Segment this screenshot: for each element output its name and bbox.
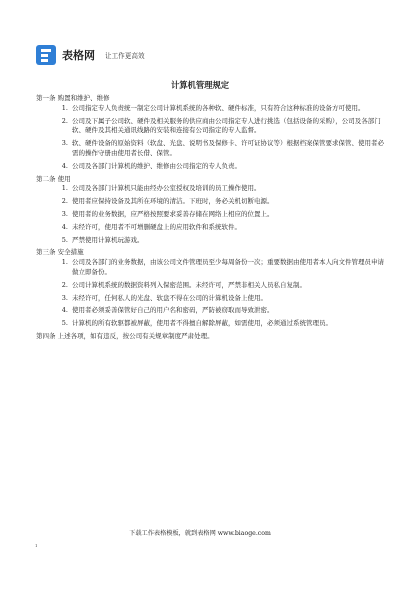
item-number: 2. (61, 197, 68, 206)
brand-slogan: 让工作更高效 (105, 52, 145, 60)
item-text: 严禁使用计算机玩游戏。 (72, 235, 144, 244)
list-item (36, 210, 386, 220)
item-text: 公司指定专人负责统一制定公司计算机系统的各种软、硬件标准，只有符合这种标准的设备方可使用。 (72, 103, 365, 112)
item-number: 2. (61, 280, 68, 289)
section-heading: 第一条 购置和维护、维修 (36, 94, 110, 102)
item-text: 公司及各部门的业务数据，由该公司文件管理员至少每周备份一次；重要数据由使用者本人向文件管理员申请做立即备份。 (72, 258, 384, 276)
item-number: 4. (61, 306, 68, 315)
logo-icon (36, 45, 56, 65)
list-item (36, 139, 386, 159)
item-text: 公司及各部门计算机的维护、维修由公司指定的专人负责。 (72, 161, 241, 170)
item-text: 公司及下属子公司软、硬件及相关服务的供应商由公司指定专人进行挑选（包括设备的采购），公司及各部门软、硬件及其相关通讯线路的安装和连接有公司指定的专人监督。 (72, 116, 381, 135)
section-list (36, 258, 386, 329)
item-text: 公司计算机系统的数据资料列入保密范围。未经许可，严禁非相关人员私自复制。 (72, 280, 306, 289)
list-item (36, 236, 386, 246)
item-number: 2. (61, 116, 68, 125)
item-number: 1. (61, 184, 68, 193)
list-item (36, 294, 386, 304)
section-heading: 第四条 上述各项，如有违反，按公司有关规章制度严肃处理。 (36, 331, 214, 340)
item-text: 使用者的业务数据，应严格按照要求妥善存储在网络上相应的位置上。 (72, 209, 274, 218)
document-title: 计算机管理规定 (170, 80, 230, 90)
item-text: 软、硬件设备的原始资料（软盘、光盘、说明书及保修卡、许可证协议等）根据档案保管要求保管、使用者必需的操作守册由使用者长借、保管。 (72, 139, 384, 157)
list-item (36, 281, 386, 291)
item-number: 3. (61, 293, 68, 302)
section-list (36, 104, 386, 172)
item-number: 5. (61, 235, 68, 244)
item-number: 3. (61, 209, 68, 218)
document-header (36, 44, 145, 66)
list-item (36, 104, 386, 114)
page-number: 1 (35, 543, 38, 548)
list-item (36, 184, 386, 194)
section-list (36, 184, 386, 245)
item-text: 使用者必须妥善保管好自己的用户名和密码，严防被窃取而导致泄密。 (72, 306, 274, 315)
list-item (36, 117, 386, 137)
list-item (36, 197, 386, 207)
item-text: 未经许可，任何私人的光盘、软盘不得在公司的计算机设备上使用。 (72, 293, 267, 302)
section-heading: 第二条 使用 (36, 174, 71, 183)
footer-link[interactable]: 下载工作表格模板，就到表格网 www.biaoge.com (129, 530, 271, 537)
brand-name: 表格网 (62, 49, 95, 62)
item-number: 4. (61, 161, 68, 170)
item-number: 3. (61, 139, 68, 148)
list-item (36, 258, 386, 278)
item-number: 1. (61, 103, 68, 112)
list-item (36, 162, 386, 172)
item-number: 5. (61, 319, 68, 328)
list-item (36, 319, 386, 329)
item-number: 4. (61, 222, 68, 231)
item-text: 未经许可，使用者不可增删硬盘上的应用软件和系统软件。 (72, 222, 241, 231)
item-number: 1. (61, 258, 68, 267)
item-text: 计算机的所有软驱都被屏蔽，使用者不得擅自解除屏蔽，如需使用，必须通过系统管理员。 (72, 319, 332, 328)
list-item (36, 223, 386, 233)
item-text: 公司及各部门计算机只能由经办公室授权及培训的员工操作使用。 (72, 184, 261, 193)
list-item (36, 306, 386, 316)
section-heading: 第三条 安全措施 (36, 248, 84, 257)
document-body (36, 94, 386, 342)
item-text: 使用者应保持设备及其所在环境的清洁。下班时，务必关机切断电源。 (72, 197, 274, 206)
